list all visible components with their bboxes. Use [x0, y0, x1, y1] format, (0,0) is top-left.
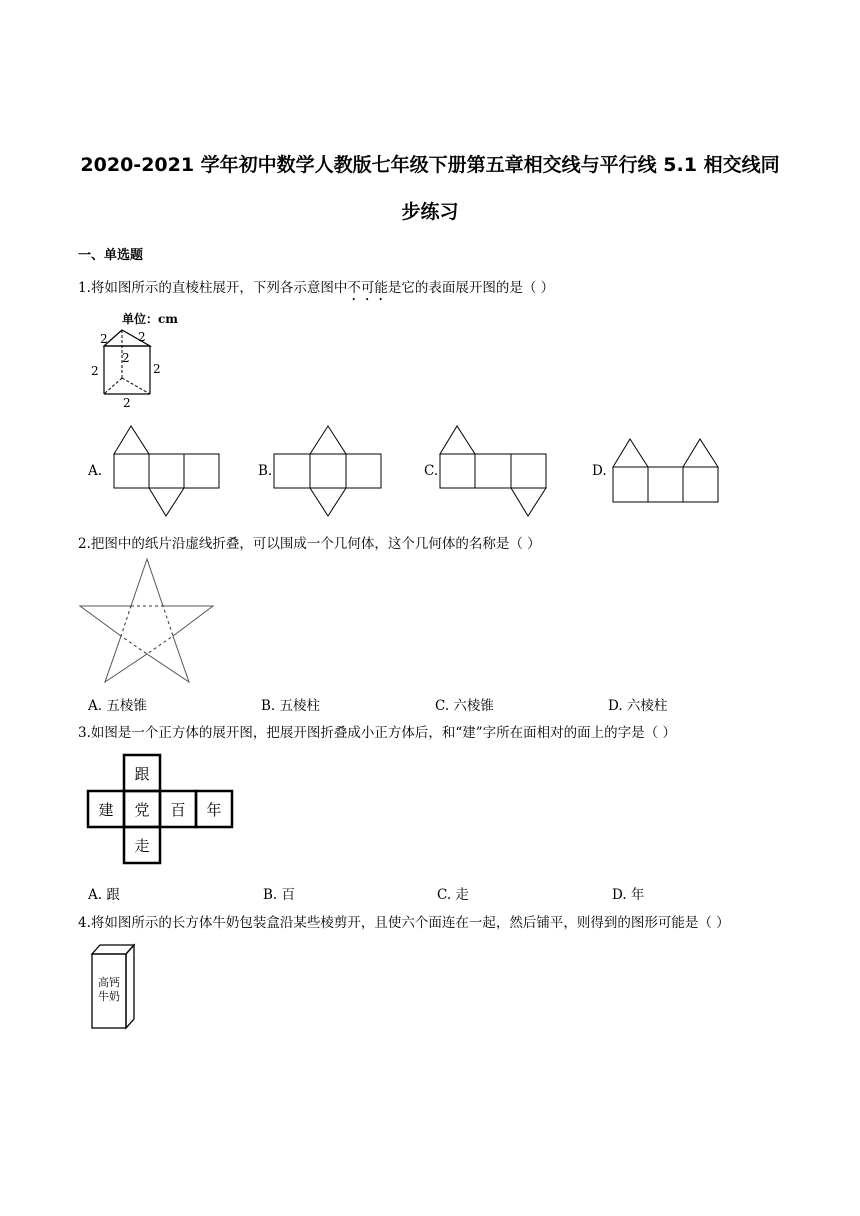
milk-box-label-line2: 牛奶	[98, 990, 120, 1003]
q1-option-c-label[interactable]: C.	[424, 463, 439, 479]
question-1-suffix: 是它的表面展开图的是（ ）	[387, 280, 555, 296]
q3-option-a[interactable]: A. 跟	[88, 887, 120, 903]
dim-label: 2	[91, 364, 99, 378]
q1-option-c-net	[438, 424, 550, 520]
q1-option-a-label[interactable]: A.	[88, 463, 103, 479]
milk-box-figure	[86, 942, 142, 1032]
q1-option-b-net	[272, 424, 384, 520]
section-heading: 一、单选题	[78, 248, 144, 263]
dim-label: 2	[153, 362, 161, 376]
q2-option-c[interactable]: C. 六棱锥	[435, 698, 494, 714]
page-title-line1: 2020-2021 学年初中数学人教版七年级下册第五章相交线与平行线 5.1 相交线同	[80, 154, 780, 176]
q1-option-a-net	[112, 424, 224, 520]
cube-cell-left: 建	[98, 801, 114, 819]
star-figure	[76, 556, 218, 686]
q3-option-c[interactable]: C. 走	[437, 887, 469, 903]
dim-label: 2	[100, 332, 108, 346]
page-title-line2: 步练习	[401, 201, 459, 223]
q1-option-d-net	[610, 436, 722, 508]
question-1-emphasis: 不可能	[347, 280, 388, 296]
cube-cell-center: 党	[134, 801, 150, 819]
cube-cell-right2: 年	[206, 801, 222, 819]
q2-option-b[interactable]: B. 五棱柱	[261, 698, 321, 714]
q2-option-a[interactable]: A. 五棱锥	[88, 698, 147, 714]
dim-label: 2	[122, 351, 130, 365]
cube-cell-top: 跟	[134, 765, 150, 783]
q1-option-d-label[interactable]: D.	[592, 463, 607, 479]
question-1-text	[78, 276, 554, 304]
prism-figure	[86, 308, 196, 413]
q2-option-d[interactable]: D. 六棱柱	[608, 698, 668, 714]
cube-net-figure	[84, 752, 238, 870]
dim-label: 2	[123, 396, 131, 410]
q3-option-b[interactable]: B. 百	[263, 887, 296, 903]
question-4-text: 4.将如图所示的长方体牛奶包装盒沿某些棱剪开，且使六个面连在一起，然后铺平，则得到的图形可能是（ ）	[78, 915, 730, 931]
cube-cell-bottom: 走	[134, 837, 150, 855]
cube-cell-right1: 百	[170, 801, 186, 819]
question-2-text: 2.把图中的纸片沿虚线折叠，可以围成一个几何体，这个几何体的名称是（ ）	[78, 536, 541, 552]
question-3-text: 3.如图是一个正方体的展开图，把展开图折叠成小正方体后，和“建”字所在面相对的面上的字是（ ）	[78, 725, 676, 741]
unit-label: 单位：cm	[122, 312, 179, 326]
dim-label: 2	[138, 330, 146, 344]
q3-option-d[interactable]: D. 年	[612, 887, 645, 903]
milk-box-label-line1: 高钙	[98, 976, 120, 989]
question-1-prefix: 1.将如图所示的直棱柱展开，下列各示意图中	[78, 280, 348, 296]
q1-option-b-label[interactable]: B.	[258, 463, 273, 479]
